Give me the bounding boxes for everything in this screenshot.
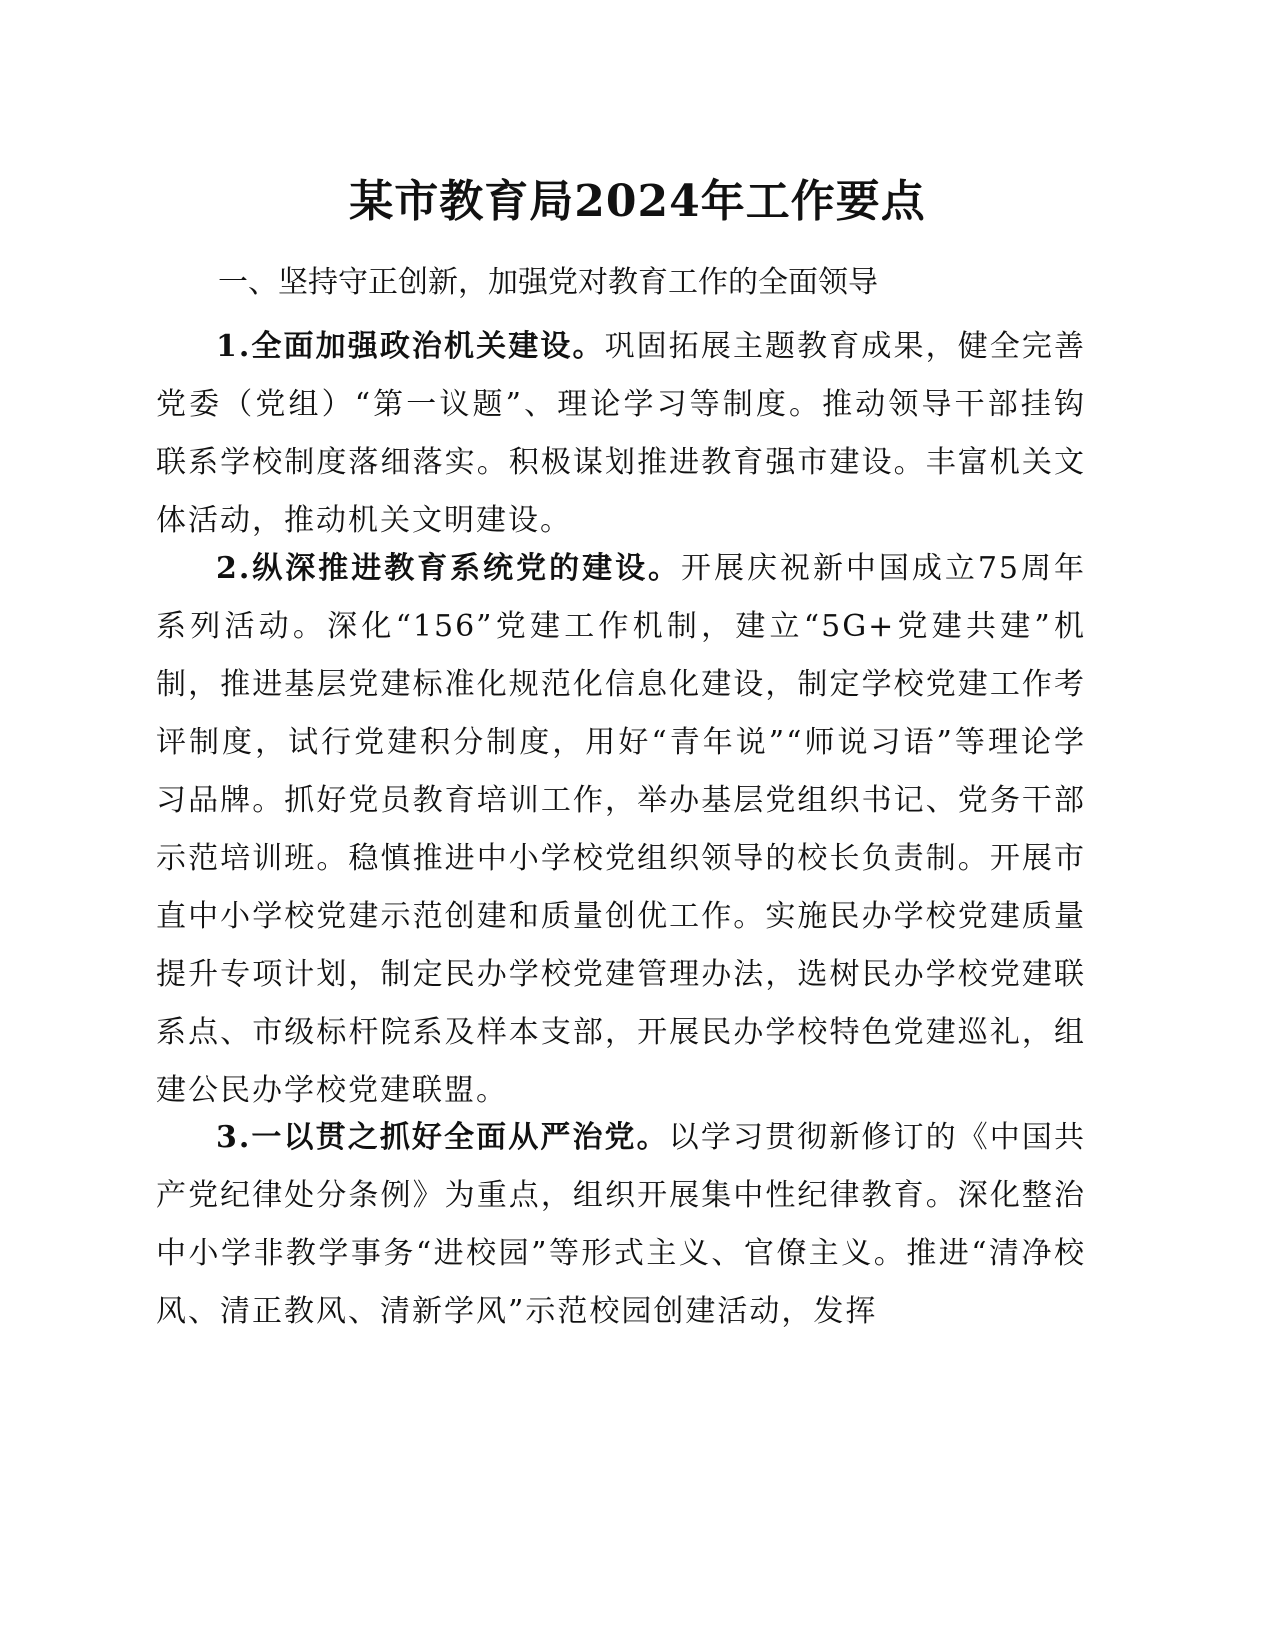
item-1-text: 巩固拓展主题教育成果，健全完善党委（党组）“第一议题”、理论学习等制度。推动领导干部挂钩联系学校制度落细落实。积极谋划推进教育强市建设。丰富机关文体活动，推动机关文明建设。 — [156, 329, 1087, 538]
item-2-lead: 2.纵深推进教育系统党的建设。 — [216, 551, 682, 586]
item-1-lead: 1.全面加强政治机关建设。 — [216, 329, 605, 364]
item-3-lead: 3.一以贯之抓好全面从严治党。 — [216, 1120, 669, 1155]
paragraph-item-2 — [156, 540, 1086, 1120]
paragraph-item-3 — [156, 1109, 1086, 1341]
item-3-text: 以学习贯彻新修订的《中国共产党纪律处分条例》为重点，组织开展集中性纪律教育。深化整治中小学非教学事务“进校园”等形式主义、官僚主义。推进“清净校风、清正教风、清新学风”示范校园创建活动，发挥 — [156, 1120, 1086, 1329]
paragraph-item-1 — [156, 318, 1086, 550]
section-heading: 一、坚持守正创新，加强党对教育工作的全面领导 — [218, 265, 878, 300]
item-2-text: 开展庆祝新中国成立75周年系列活动。深化“156”党建工作机制，建立“5G+党建共建”机制，推进基层党建标准化规范化信息化建设，制定学校党建工作考评制度，试行党建积分制度，用好“青年说”“师说习语”等理论学习品牌。抓好党员教育培训工作，举办基层党组织书记、党务干部示范培训班。稳慎推进中小学校党组织领导的校长负责制。开展市直中小学校党建示范创建和质量创优工作。实施民办学校党建质量提升专项计划，制定民办学校党建管理办法，选树民办学校党建联系点、市级标杆院系及样本支部，开展民办学校特色党建巡礼，组建公民办学校党建联盟。 — [156, 551, 1086, 1108]
document-title: 某市教育局2024年工作要点 — [349, 176, 926, 227]
